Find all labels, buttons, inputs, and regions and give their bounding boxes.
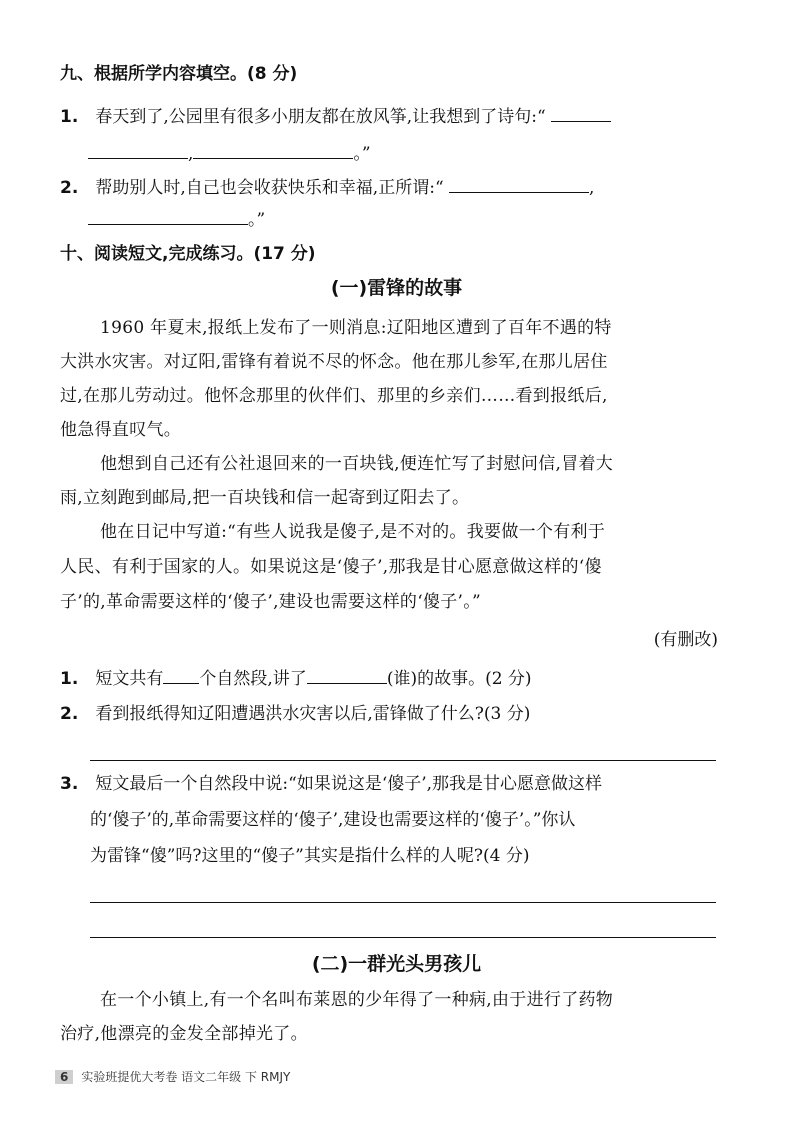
answer-blank[interactable] <box>193 140 353 159</box>
passage-1-para-1-line-4: 他急得直叹气。 <box>60 420 182 440</box>
section-10-heading: 十、阅读短文,完成练习。(17 分) <box>60 244 316 264</box>
passage-1-para-2-line-1: 他想到自己还有公社退回来的一百块钱,便连忙写了封慰问信,冒着大 <box>100 454 614 474</box>
question-text-part-3: (谁)的故事。(2 分) <box>386 669 532 689</box>
book-title: 实验班提优大考卷 语文二年级 下 RMJY <box>81 1070 291 1084</box>
question-text: 春天到了,公园里有很多小朋友都在放风筝,让我想到了诗句:“ <box>95 107 546 127</box>
question-10-3 <box>60 772 602 796</box>
source-note: (有删改) <box>653 630 718 650</box>
question-10-3-line-3: 为雷锋“傻”吗?这里的“傻子”其实是指什么样的人呢?(4 分) <box>90 846 530 866</box>
answer-line[interactable] <box>90 760 716 761</box>
question-9-1 <box>60 103 611 129</box>
separator-comma: , <box>589 178 595 198</box>
question-number: 2. <box>60 178 79 198</box>
answer-blank[interactable] <box>88 140 188 159</box>
closing-quote: 。” <box>248 210 266 230</box>
question-number: 2. <box>60 704 79 724</box>
question-10-3-line-2: 的‘傻子’的,革命需要这样的‘傻子’,建设也需要这样的‘傻子’。”你认 <box>90 810 576 830</box>
answer-line[interactable] <box>90 937 716 938</box>
passage-2-line-1: 在一个小镇上,有一个名叫布莱恩的少年得了一种病,由于进行了药物 <box>100 990 614 1010</box>
answer-blank[interactable] <box>449 174 589 193</box>
page-number: 6 <box>55 1070 73 1084</box>
question-text-line-1: 短文最后一个自然段中说:“如果说这是‘傻子’,那我是甘心愿意做这样 <box>95 774 603 794</box>
question-number: 1. <box>60 107 79 127</box>
separator-comma: , <box>188 144 194 164</box>
question-9-2-continued <box>88 206 265 232</box>
passage-1-para-2-line-2: 雨,立刻跑到邮局,把一百块钱和信一起寄到辽阳去了。 <box>60 488 470 508</box>
question-9-1-continued <box>88 140 371 166</box>
question-text-part-1: 短文共有 <box>95 669 164 689</box>
question-text-part-2: 个自然段,讲了 <box>199 669 307 689</box>
passage-2-title: (二)一群光头男孩儿 <box>311 953 482 975</box>
question-number: 1. <box>60 669 79 689</box>
answer-blank[interactable] <box>88 206 248 225</box>
page-footer <box>55 1068 290 1085</box>
question-text: 看到报纸得知辽阳遭遇洪水灾害以后,雷锋做了什么?(3 分) <box>95 704 531 724</box>
question-9-2 <box>60 174 594 200</box>
passage-1-para-1-line-2: 大洪水灾害。对辽阳,雷锋有着说不尽的怀念。他在那儿参军,在那儿居住 <box>60 352 608 372</box>
passage-1-para-3-line-2: 人民、有利于国家的人。如果说这是‘傻子’,那我是甘心愿意做这样的‘傻 <box>60 557 602 577</box>
passage-1-para-3-line-3: 子’的,革命需要这样的‘傻子’,建设也需要这样的‘傻子’。” <box>60 592 482 612</box>
section-9-heading: 九、根据所学内容填空。(8 分) <box>60 64 298 84</box>
answer-line[interactable] <box>90 902 716 903</box>
passage-1-title: (一)雷锋的故事 <box>330 277 463 299</box>
answer-blank[interactable] <box>307 665 387 684</box>
passage-1-para-1-line-1: 1960 年夏末,报纸上发布了一则消息:辽阳地区遭到了百年不遇的特 <box>100 318 612 338</box>
question-10-1 <box>60 665 532 691</box>
passage-1-para-1-line-3: 过,在那儿劳动过。他怀念那里的伙伴们、那里的乡亲们……看到报纸后, <box>60 386 608 406</box>
question-text: 帮助别人时,自己也会收获快乐和幸福,正所谓:“ <box>95 178 444 198</box>
passage-2-line-2: 治疗,他漂亮的金发全部掉光了。 <box>60 1024 308 1044</box>
answer-blank[interactable] <box>163 665 199 684</box>
answer-blank[interactable] <box>551 103 611 122</box>
closing-quote: 。” <box>353 144 371 164</box>
question-number: 3. <box>60 774 79 794</box>
passage-1-para-3-line-1: 他在日记中写道:“有些人说我是傻子,是不对的。我要做一个有利于 <box>100 522 606 542</box>
question-10-2 <box>60 702 530 726</box>
